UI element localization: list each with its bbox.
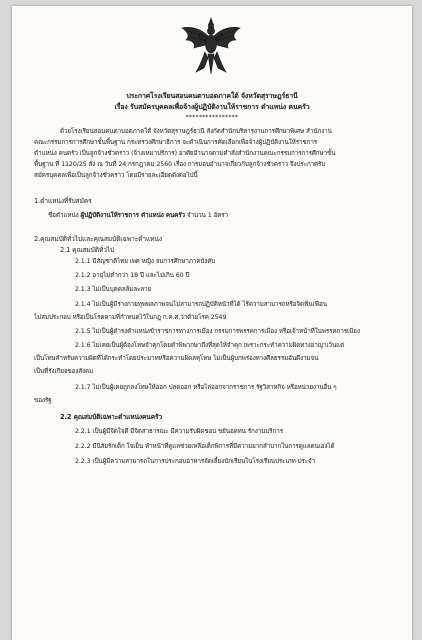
qualification-item: เป็นโทษสำหรับความผิดที่ได้กระทำโดยประมาทหรือความผิดลหุโทษ ไม่เป็นผู้บกพร่องทางศีลธรรมอันดีงามจน xyxy=(34,355,319,362)
qualification-item: 2.1.3 ไม่เป็นบุคคลล้มละลาย xyxy=(75,286,152,293)
garuda-emblem-icon xyxy=(178,14,244,80)
intro-line: คณะกรรมการการศึกษาขั้นพื้นฐาน กระทรวงศึกษาธิการ จะดำเนินการคัดเลือกเพื่อจ้างผู้ปฏิบัติงานให้ราชการ xyxy=(34,139,318,146)
kitchen-qualification-item: 2.2.3 เป็นผู้มีความสามารถในการประกอบอาหารจัดเลี้ยงนักเรียนในโรงเรียนประเภท ประจำ xyxy=(75,458,316,465)
section1-heading: 1.ตำแหน่งที่รับสมัคร xyxy=(34,197,92,205)
qualification-item: 2.1.6 ไม่เคยเป็นผู้ต้องโทษจำคุกโดยคำพิพากษาถึงที่สุดให้จำคุก เพราะกระทำความผิดทางอาญาเว้นแต่ xyxy=(75,342,345,349)
qualification-item: 2.1.4 ไม่เป็นผู้มีร่างกายทุพพลภาพจนไม่สามารถปฏิบัติหน้าที่ได้ ไร้ความสามารถหรือจิตฟั่นเฟือน xyxy=(75,301,327,308)
intro-line: ด้วยโรงเรียนสอนคนตาบอดภาคใต้ จังหวัดสุราษฎร์ธานี สังกัดสำนักบริหารงานการศึกษาพิเศษ สำนักงาน xyxy=(60,128,332,135)
qualification-item: เป็นที่รังเกียจของสังคม xyxy=(34,368,94,375)
general-qualifications-heading: 2.1 คุณสมบัติทั่วไป xyxy=(60,246,115,254)
announcement-subject: เรื่อง รับสมัครบุคคลเพื่อจ้างผู้ปฏิบัติงานให้ราชการ ตำแหน่ง คนครัว xyxy=(114,103,310,111)
qualification-item: 2.1.2 อายุไม่ต่ำกว่า 18 ปี และไม่เกิน 60 ปี xyxy=(75,272,190,279)
position-count: จำนวน 1 อัตรา xyxy=(185,212,228,219)
position-name: ผู้ปฏิบัติงานให้ราชการ ตำแหน่ง คนครัว xyxy=(80,212,185,219)
qualification-item: ไม่สมประกอบ หรือเป็นโรคตามที่กำหนดไว้ในกฎ ก.ค.ศ.ว่าด้วยโรค 2549 xyxy=(34,314,227,321)
qualification-item: ของรัฐ xyxy=(34,397,52,404)
intro-line: ตำแหน่ง คนครัว เป็นลูกจ้างชั่วคราว (จ้างเหมาบริการ) อาศัยอำนาจตามคำสั่งสำนักงานคณะกรรมการการศึกษาขั้น xyxy=(34,150,336,157)
announcement-title: ประกาศโรงเรียนสอนคนตาบอดภาคใต้ จังหวัดสุราษฎร์ธานี xyxy=(126,92,298,100)
section2-heading: 2.คุณสมบัติทั่วไปและคุณสมบัติเฉพาะตำแหน่ง xyxy=(34,235,162,243)
qualification-item: 2.1.5 ไม่เป็นผู้ดำรงตำแหน่งข้าราชการทางการเมือง กรรมการพรรคการเมือง หรือเจ้าหน้าที่ในพรรคการเมือง xyxy=(75,328,360,335)
kitchen-qualification-item: 2.2.1 เป็นผู้มีจิตใจดี มีจิตสาธารณะ มีความรับผิดชอบ ขยันอดทน รักงานบริการ xyxy=(75,428,283,435)
position-label: ชื่อตำแหน่ง xyxy=(48,212,81,219)
document-page xyxy=(12,6,412,640)
kitchen-qualification-item: 2.2.2 มีนิสัยรักเด็ก ใจเย็น ทำหน้าที่ดูแลช่วยเหลือเด็กพิการที่มีความยากลำบากในการดูแลตนเองได้ xyxy=(75,443,335,450)
title-separator: **************** xyxy=(185,115,239,121)
qualification-item: 2.1.1 มีสัญชาติไทย เพศ หญิง จบการศึกษาภาคบังคับ xyxy=(75,258,216,265)
intro-line: สมัครบุคคลเพื่อเป็นลูกจ้างชั่วคราว โดยมีรายละเอียดดังต่อไปนี้ xyxy=(34,172,198,179)
kitchen-qualifications-heading: 2.2 คุณสมบัติเฉพาะตำแหน่งคนครัว xyxy=(60,413,163,421)
position-line xyxy=(48,212,228,220)
qualification-item: 2.1.7 ไม่เป็นผู้เคยถูกลงโทษให้ออก ปลดออก หรือไล่ออกจากราชการ รัฐวิสาหกิจ หรือหน่วยงานอื่น ๆ xyxy=(75,384,337,391)
intro-line: พื้นฐาน ที่ 1120/25 สั่ง ณ วันที่ 24 กรกฎาคม 2560 เรื่อง การมอบอำนาจเกี่ยวกับลูกจ้างชั่วคราว จึงประกาศรับ xyxy=(34,161,326,168)
